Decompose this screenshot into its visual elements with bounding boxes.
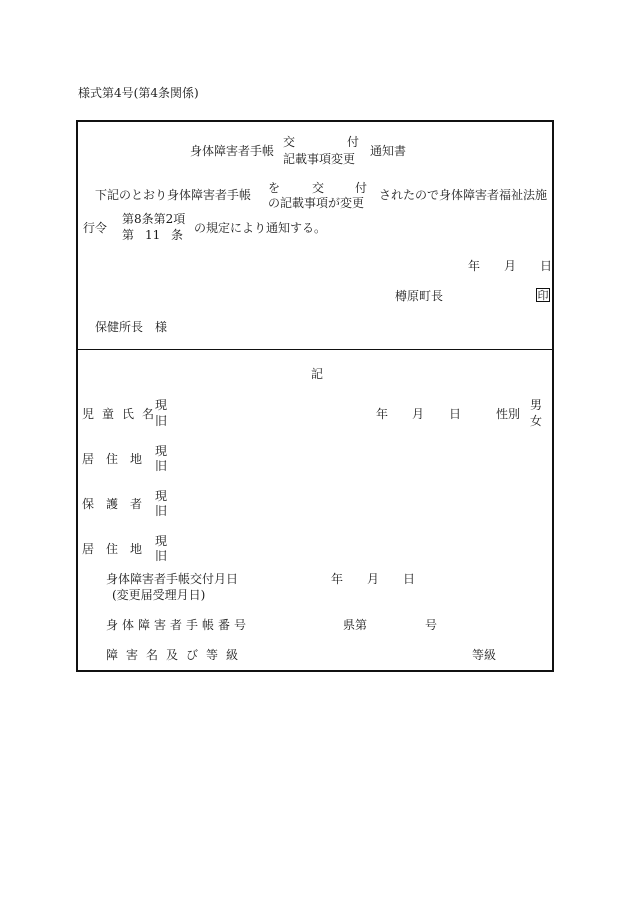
residence-2-old-mark: 旧: [155, 549, 168, 563]
issue-date-label: 身体障害者手帳交付月日: [106, 572, 239, 586]
date-month: 月: [504, 259, 517, 273]
title-option-koufu-2: 付: [347, 135, 360, 149]
issue-year: 年: [331, 572, 344, 586]
body-line2-suffix: の規定により通知する。: [194, 221, 327, 235]
title-option-koufu-1: 交: [283, 135, 296, 149]
section-divider: [76, 349, 554, 350]
guardian-label: 保護者: [82, 497, 155, 511]
issue-date-sublabel: (変更届受理月日): [112, 588, 206, 602]
child-old-mark: 旧: [155, 414, 168, 428]
guardian-current-mark: 現: [155, 489, 168, 503]
residence-label-1: 居住地: [82, 452, 155, 466]
body-option-wo: を: [268, 181, 281, 195]
child-name-label: 児童氏名: [82, 407, 163, 421]
body-article-2-b: 11: [145, 228, 161, 242]
seal-box: [536, 288, 550, 302]
date-year: 年: [468, 259, 481, 273]
guardian-old-mark: 旧: [155, 504, 168, 518]
residence-label-2: 居住地: [82, 542, 155, 556]
body-option-change: の記載事項が変更: [268, 196, 365, 210]
body-line1-prefix: 下記のとおり身体障害者手帳: [95, 188, 252, 202]
body-option-kou: 交: [312, 181, 325, 195]
child-current-mark: 現: [155, 398, 168, 412]
issue-month: 月: [367, 572, 380, 586]
residence-2-current-mark: 現: [155, 534, 168, 548]
issue-day: 日: [403, 572, 416, 586]
body-line2-prefix: 行令: [83, 221, 108, 235]
gender-label: 性別: [496, 407, 521, 421]
body-line1-suffix: されたので身体障害者福祉法施: [379, 188, 548, 202]
form-number: 様式第4号(第4条関係): [78, 86, 199, 100]
title-option-change: 記載事項変更: [283, 152, 356, 166]
dob-day: 日: [449, 407, 462, 421]
section-title: 記: [311, 367, 324, 381]
body-option-fu: 付: [355, 181, 368, 195]
issuer-name: 樽原町長: [395, 289, 444, 303]
gender-male: 男: [530, 398, 543, 412]
gender-female: 女: [530, 414, 543, 428]
body-article-2-a: 第: [122, 228, 135, 242]
seal-icon: 印: [537, 288, 549, 302]
title-main: 身体障害者手帳: [190, 144, 275, 158]
dob-month: 月: [412, 407, 425, 421]
date-day: 日: [540, 259, 553, 273]
body-article-2-c: 条: [171, 228, 184, 242]
dob-year: 年: [376, 407, 389, 421]
residence-1-current-mark: 現: [155, 444, 168, 458]
addressee: 保健所長 様: [95, 320, 168, 334]
handbook-number-label: 身体障害者手帳番号: [106, 618, 251, 632]
title-suffix: 通知書: [370, 144, 407, 158]
prefecture-prefix: 県第: [343, 618, 368, 632]
residence-1-old-mark: 旧: [155, 459, 168, 473]
disability-label: 障害名及び等級: [106, 648, 247, 662]
body-article-1: 第8条第2項: [122, 212, 186, 226]
disability-grade: 等級: [472, 648, 497, 662]
number-suffix: 号: [425, 618, 438, 632]
